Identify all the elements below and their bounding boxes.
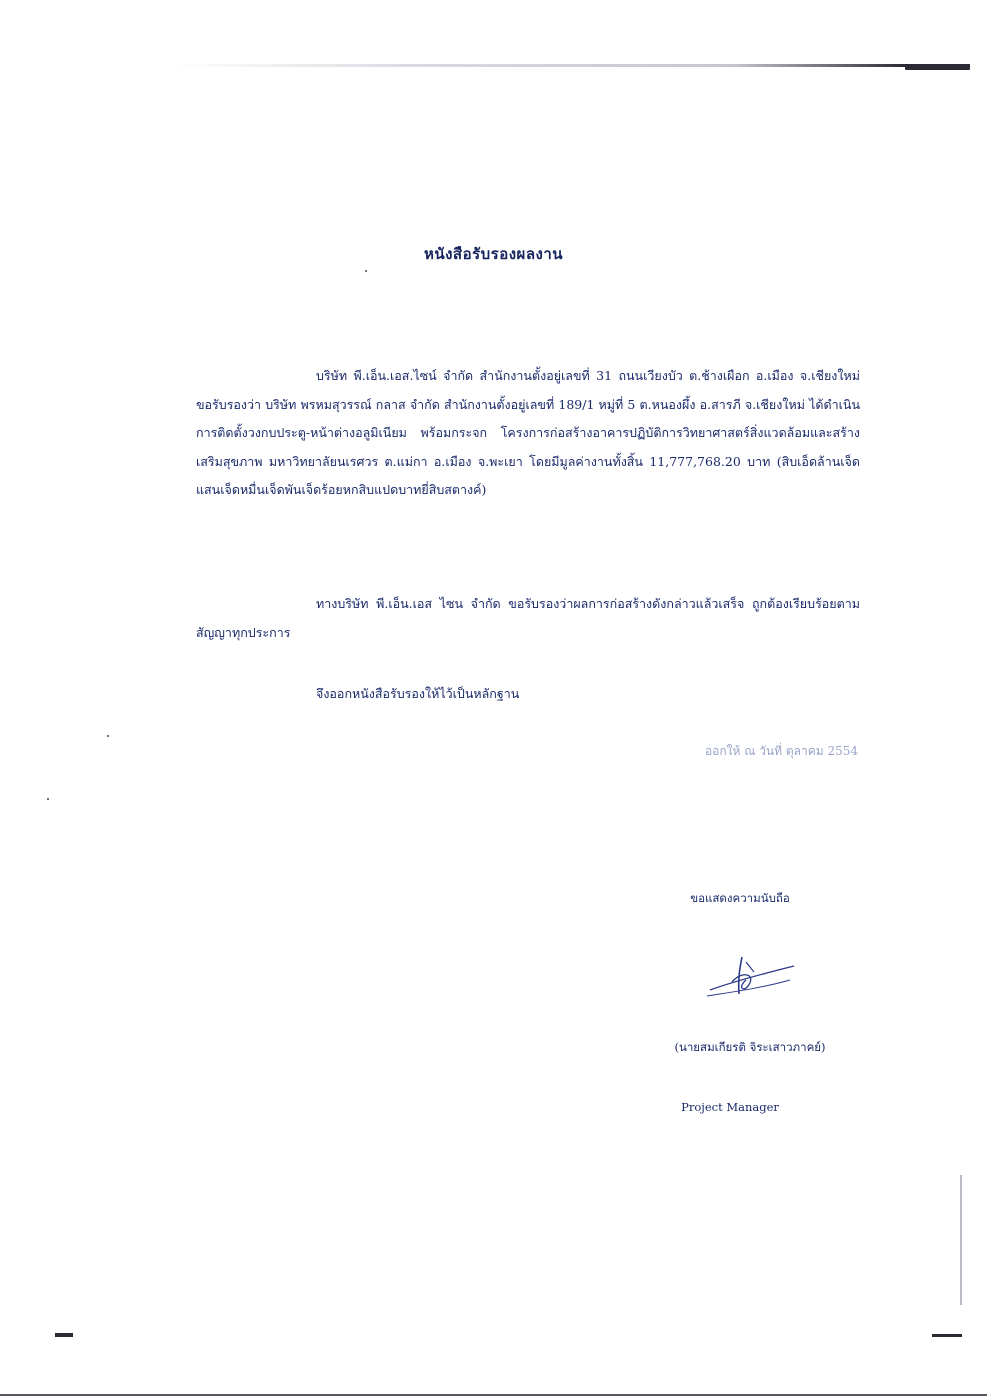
scan-artifact-corner-left <box>55 1333 73 1337</box>
certification-paragraph: บริษัท พี.เอ็น.เอส.ไซน์ จำกัด สำนักงานตั้งอยู่เลขที่ 31 ถนนเวียงบัว ต.ช้างเผือก อ.เมือง จ.เชียงใหม่ ขอรับรองว่า บริษัท พรหมสุวรรณ์ กลาส จำกัด สำนักงานตั้งอยู่เลขที่ 189/1 หมู่ที่ 5 ต.หนองผึ้ง อ.สารภี จ.เชียงใหม่ ได้ดำเนินการติดตั้งวงกบประตู-หน้าต่างอลูมิเนียม พร้อมกระจก โครงการก่อสร้างอาคารปฏิบัติการวิทยาศาสตร์สิ่งแวดล้อมและสร้างเสริมสุขภาพ มหาวิทยาลัยนเรศวร ต.แม่กา อ.เมือง จ.พะเยา โดยมีมูลค่างานทั้งสิ้น 11,777,768.20 บาท (สิบเอ็ดล้านเจ็ดแสนเจ็ดหมื่นเจ็ดพันเจ็ดร้อยหกสิบแปดบาทยี่สิบสตางค์) <box>196 368 860 497</box>
issue-date: ออกให้ ณ วันที่ ตุลาคม 2554 <box>704 744 858 758</box>
scan-artifact-line <box>175 64 970 67</box>
issuance-paragraph: จึงออกหนังสือรับรองให้ไว้เป็นหลักฐาน <box>316 686 520 701</box>
signer-name: (นายสมเกียรติ จิระเสาวภาคย์) <box>674 1040 826 1054</box>
scan-speck <box>365 270 367 272</box>
scan-speck <box>47 798 49 800</box>
signer-title: Project Manager <box>681 1100 779 1114</box>
document-title: หนังสือรับรองผลงาน <box>423 245 564 263</box>
scan-artifact-mark <box>905 64 970 70</box>
closing-salutation: ขอแสดงความนับถือ <box>690 891 790 905</box>
scan-artifact-bottom-line <box>0 1394 987 1396</box>
scan-artifact-edge <box>960 1175 962 1305</box>
signature-mark <box>702 952 802 1002</box>
scan-speck <box>107 735 109 737</box>
scan-artifact-corner-right <box>932 1334 962 1337</box>
completion-paragraph: ทางบริษัท พี.เอ็น.เอส ไซน จำกัด ขอรับรองว่าผลการก่อสร้างดังกล่าวแล้วเสร็จ ถูกต้องเรียบร้อยตามสัญญาทุกประการ <box>196 596 860 640</box>
